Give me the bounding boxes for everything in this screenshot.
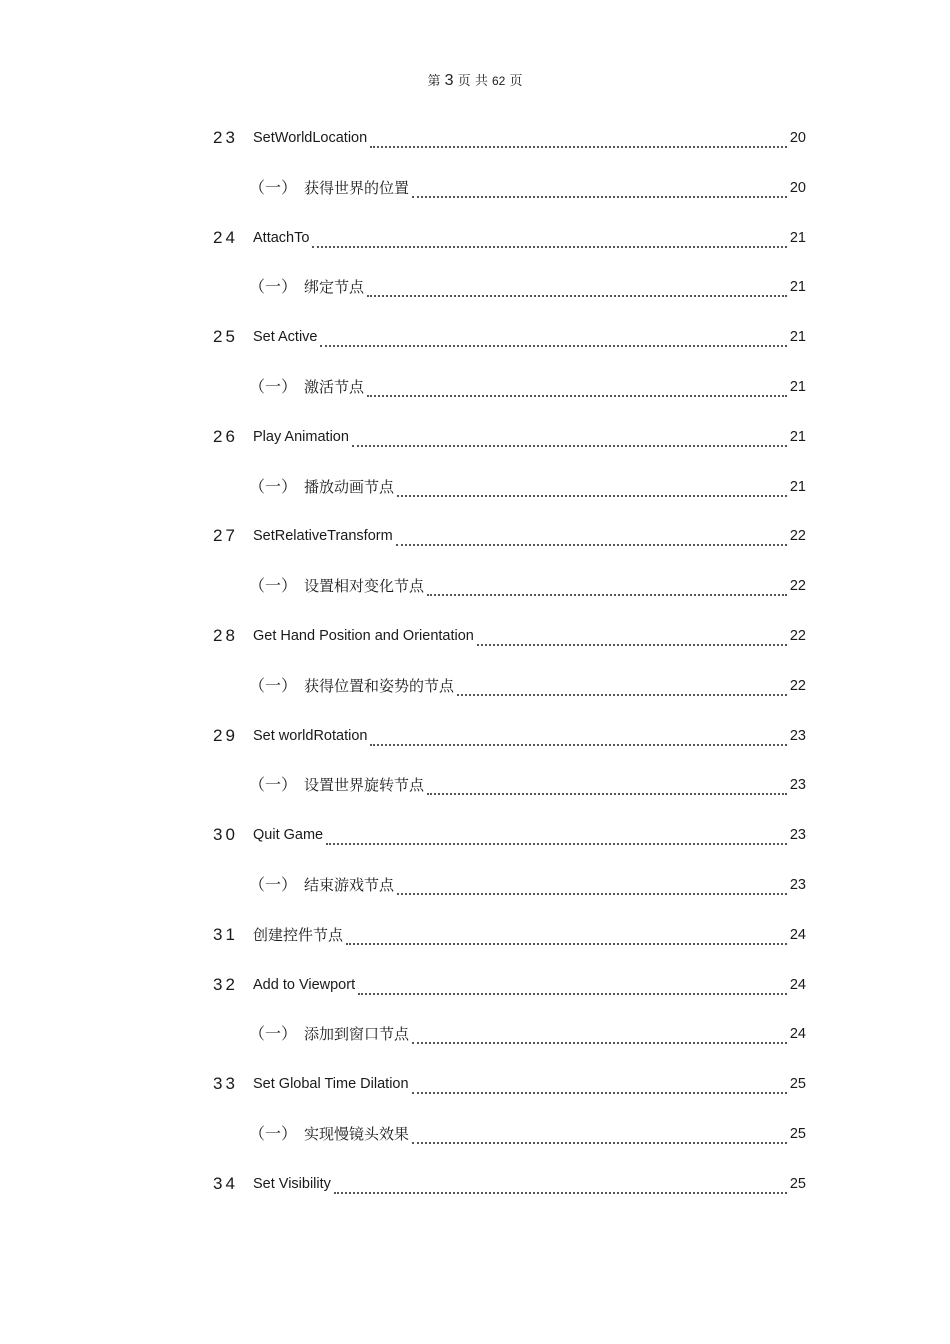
toc-entry-section[interactable] — [213, 520, 806, 570]
toc-entry-title: Set Visibility — [253, 1175, 331, 1192]
toc-entry-page-number: 22 — [789, 578, 806, 595]
toc-entry-number: 27 — [213, 526, 238, 546]
dot-leader — [397, 471, 787, 497]
toc-entry-section[interactable] — [213, 122, 806, 172]
dot-leader — [358, 969, 787, 995]
toc-entry-subsection[interactable] — [213, 471, 806, 521]
toc-entry-number: （一） — [249, 1024, 298, 1044]
dot-leader — [312, 222, 786, 248]
toc-entry-number: （一） — [249, 675, 298, 695]
current-page-number: 3 — [444, 72, 454, 89]
toc-entry-number: （一） — [249, 476, 298, 496]
toc-entry-page-number: 25 — [789, 1125, 806, 1142]
toc-entry-title: 播放动画节点 — [304, 477, 395, 496]
toc-entry-number: （一） — [249, 376, 298, 396]
toc-entry-number: 26 — [213, 426, 238, 446]
toc-entry-subsection[interactable] — [213, 769, 806, 819]
toc-entry-section[interactable] — [213, 720, 806, 770]
toc-entry-page-number: 21 — [789, 378, 806, 395]
toc-entry-subsection[interactable] — [213, 371, 806, 421]
toc-entry-section[interactable] — [213, 321, 806, 371]
toc-entry-title: Quit Game — [253, 827, 324, 844]
toc-entry-page-number: 25 — [789, 1175, 806, 1192]
dot-leader — [427, 570, 787, 596]
header-suffix: 页 — [509, 74, 523, 89]
toc-entry-title: 获得世界的位置 — [304, 178, 410, 197]
toc-entry-title: 激活节点 — [304, 377, 365, 396]
toc-entry-subsection[interactable] — [213, 869, 806, 919]
toc-entry-page-number: 21 — [789, 279, 806, 296]
dot-leader — [320, 321, 786, 347]
toc-entry-page-number: 23 — [789, 876, 806, 893]
dot-leader — [397, 869, 787, 895]
toc-entry-title: Set Active — [253, 329, 318, 346]
toc-entry-section[interactable] — [213, 919, 806, 969]
toc-entry-page-number: 20 — [789, 179, 806, 196]
toc-entry-number: （一） — [249, 1123, 298, 1143]
toc-entry-number: 32 — [213, 974, 238, 994]
toc-entry-title: Play Animation — [253, 428, 349, 445]
toc-entry-number: 24 — [213, 227, 238, 247]
toc-entry-title: 设置世界旋转节点 — [304, 776, 425, 795]
toc-entry-number: 31 — [213, 924, 238, 944]
toc-entry-section[interactable] — [213, 1168, 806, 1218]
toc-entry-number: 23 — [213, 128, 238, 147]
toc-entry-title: SetRelativeTransform — [253, 528, 393, 545]
toc-entry-page-number: 21 — [789, 329, 806, 346]
dot-leader — [427, 769, 787, 795]
total-pages-number: 62 — [491, 74, 506, 88]
toc-entry-section[interactable] — [213, 1068, 806, 1118]
table-of-contents — [213, 122, 806, 1218]
toc-entry-section[interactable] — [213, 620, 806, 670]
toc-entry-page-number: 22 — [789, 627, 806, 644]
toc-entry-number: 28 — [213, 625, 238, 645]
toc-entry-number: 25 — [213, 327, 238, 347]
toc-entry-page-number: 21 — [789, 229, 806, 246]
toc-entry-title: 结束游戏节点 — [304, 875, 395, 894]
dot-leader — [412, 1118, 787, 1144]
toc-entry-number: （一） — [249, 576, 298, 596]
toc-entry-section[interactable] — [213, 819, 806, 869]
dot-leader — [326, 819, 787, 845]
dot-leader — [370, 122, 787, 148]
toc-entry-subsection[interactable] — [213, 1018, 806, 1068]
toc-entry-number: 29 — [213, 725, 238, 745]
toc-entry-page-number: 24 — [789, 976, 806, 993]
toc-entry-page-number: 23 — [789, 827, 806, 844]
toc-entry-title: SetWorldLocation — [253, 130, 368, 146]
toc-entry-section[interactable] — [213, 222, 806, 272]
toc-entry-title: 获得位置和姿势的节点 — [304, 676, 455, 695]
dot-leader — [457, 670, 787, 696]
dot-leader — [367, 371, 787, 397]
dot-leader — [477, 620, 787, 646]
toc-entry-subsection[interactable] — [213, 271, 806, 321]
toc-entry-title: 实现慢镜头效果 — [304, 1124, 410, 1143]
toc-entry-page-number: 23 — [789, 727, 806, 744]
toc-entry-number: 33 — [213, 1074, 238, 1094]
toc-entry-subsection[interactable] — [213, 670, 806, 720]
toc-entry-title: Get Hand Position and Orientation — [253, 627, 474, 644]
dot-leader — [352, 421, 787, 447]
toc-entry-number: 34 — [213, 1173, 238, 1193]
toc-entry-title: Add to Viewport — [253, 976, 356, 993]
toc-entry-subsection[interactable] — [213, 570, 806, 620]
toc-entry-page-number: 21 — [789, 428, 806, 445]
toc-entry-number: （一） — [249, 775, 298, 795]
header-prefix: 第 — [427, 74, 441, 89]
toc-entry-subsection[interactable] — [213, 172, 806, 222]
toc-entry-page-number: 21 — [789, 478, 806, 495]
toc-entry-number: （一） — [249, 874, 298, 894]
toc-entry-title: 添加到窗口节点 — [304, 1025, 410, 1044]
toc-entry-section[interactable] — [213, 969, 806, 1019]
toc-entry-subsection[interactable] — [213, 1118, 806, 1168]
toc-entry-page-number: 25 — [789, 1076, 806, 1093]
toc-entry-title: 设置相对变化节点 — [304, 577, 425, 596]
dot-leader — [370, 720, 786, 746]
dot-leader — [412, 172, 787, 198]
toc-entry-page-number: 22 — [789, 528, 806, 545]
toc-entry-number: （一） — [249, 177, 298, 197]
toc-entry-page-number: 20 — [789, 130, 806, 146]
dot-leader — [412, 1068, 787, 1094]
page-header — [0, 70, 950, 90]
toc-entry-title: 创建控件节点 — [253, 925, 344, 944]
toc-entry-title: AttachTo — [253, 229, 310, 246]
toc-entry-title: Set Global Time Dilation — [253, 1076, 409, 1093]
dot-leader — [412, 1018, 787, 1044]
toc-entry-number: 30 — [213, 825, 238, 845]
toc-entry-title: Set worldRotation — [253, 727, 368, 744]
toc-entry-page-number: 22 — [789, 677, 806, 694]
dot-leader — [396, 520, 787, 546]
toc-entry-page-number: 24 — [789, 1026, 806, 1043]
dot-leader — [367, 271, 787, 297]
toc-entry-title: 绑定节点 — [304, 278, 365, 297]
dot-leader — [346, 919, 787, 945]
dot-leader — [334, 1168, 787, 1194]
toc-entry-number: （一） — [249, 277, 298, 297]
toc-entry-section[interactable] — [213, 421, 806, 471]
header-middle: 页 共 — [457, 74, 488, 89]
toc-entry-page-number: 24 — [789, 926, 806, 943]
toc-entry-page-number: 23 — [789, 777, 806, 794]
